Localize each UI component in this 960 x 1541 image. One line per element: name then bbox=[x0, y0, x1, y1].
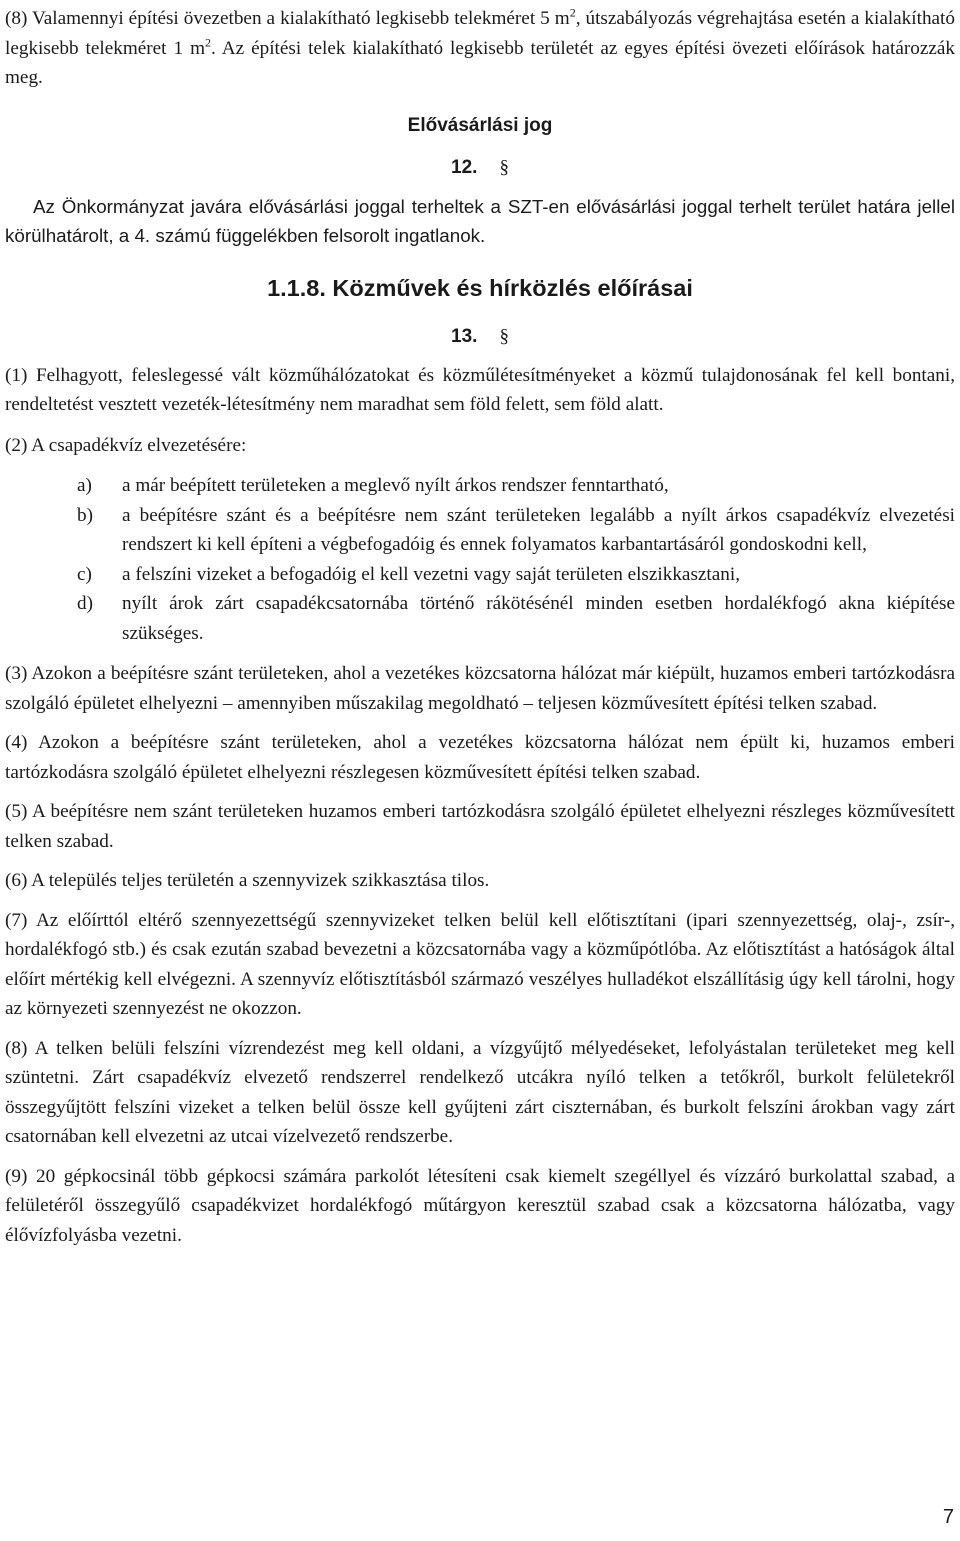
section-13-paragraph-4: (4) Azokon a beépítésre szánt területeken, ahol a vezetékes közcsatorna hálózat nem épült ki, huzamos emberi tartózkodásra szolgáló épületet elhelyezni részlegesen közművesített építési telken szabad. bbox=[5, 732, 955, 783]
list-item: b) a beépítésre szánt és a beépítésre nem szánt területeken legalább a nyílt árkos csapadékvíz elvezetési rendszert ki kell építeni a végbefogadóig és ennek folyamatos karbantartásáról gondoskodni kell, bbox=[77, 504, 955, 555]
section-number-13: 13. § bbox=[451, 326, 509, 347]
list-item: d) nyílt árok zárt csapadékcsatornába történő rákötésénél minden esetben hordalékfogó akna kiépítése szükséges. bbox=[77, 593, 955, 644]
section-13-paragraph-7: (7) Az előírttól eltérő szennyezettségű szennyvizeket telken belül kell előtisztítani (ipari szennyezettség, olaj-, zsír-, hordalékfogó stb.) és csak ezután szabad bevezetni a közcsatornába vagy a közműpótlóba. Az előtisztítást a hatóságok által előírt mértékig kell elvégezni. A szennyvíz előtisztításból származó veszélyes hulladékot elszállításig úgy kell tárolni, hogy az környezeti szennyezést ne okozzon. bbox=[5, 909, 955, 1019]
document-page bbox=[5, 4, 955, 1250]
drainage-list bbox=[5, 471, 955, 648]
section-12-body: Az Önkormányzat javára elővásárlási joggal terheltek a SZT-en elővásárlási joggal terhelt terület határa jellel körülhatárolt, a 4. számú függelékben felsorolt ingatlanok. bbox=[5, 195, 955, 246]
chapter-heading: 1.1.8. Közművek és hírközlés előírásai bbox=[267, 274, 693, 301]
section-number-12: 12. § bbox=[451, 157, 509, 178]
section-heading-elovasarlasi-jog: Elővásárlási jog bbox=[407, 114, 553, 136]
section-13-paragraph-5: (5) A beépítésre nem szánt területeken huzamos emberi tartózkodásra szolgáló épületet elhelyezni részleges közművesített telken szabad. bbox=[5, 801, 955, 852]
section-13-paragraph-6: (6) A település teljes területén a szennyvizek szikkasztása tilos. bbox=[5, 870, 490, 891]
section-13-paragraph-8: (8) A telken belüli felszíni vízrendezést meg kell oldani, a vízgyűjtő mélyedéseket, lefolyástalan területeket meg kell szüntetni. Zárt csapadékvíz elvezető rendszerrel rendelkező utcákra nyíló telken a tetőkről, burkolt felületekről összegyűjtött felszíni vizeket a telken belül össze kell gyűjteni zárt ciszternában, és burkolt felszíni árokban vagy zárt csatornában kell elvezetni az utcai vízelvezető rendszerbe. bbox=[5, 1037, 955, 1147]
section-13-paragraph-3: (3) Azokon a beépítésre szánt területeken, ahol a vezetékes közcsatorna hálózat már kiépült, huzamos emberi tartózkodásra szolgáló épületet elhelyezni – amennyiben műszakilag megoldható – teljesen közművesített építési telken szabad. bbox=[5, 663, 955, 714]
section-13-paragraph-2-intro: (2) A csapadékvíz elvezetésére: bbox=[5, 434, 247, 456]
section-13-paragraph-1: (1) Felhagyott, feleslegessé vált közműhálózatokat és közműlétesítményeket a közmű tulajdonosának fel kell bontani, rendeltetést vesztett vezeték-létesítmény nem maradhat sem föld felett, sem föld alatt. bbox=[5, 364, 955, 415]
superscript-2: 2 bbox=[569, 5, 576, 20]
superscript-2: 2 bbox=[205, 35, 211, 50]
page-number: 7 bbox=[942, 1506, 954, 1528]
list-item: a) a már beépített területeken a meglevő nyílt árkos rendszer fenntartható, bbox=[77, 475, 669, 496]
section-13-paragraph-9: (9) 20 gépkocsinál több gépkocsi számára parkolót létesíteni csak kiemelt szegéllyel és vízzáró burkolattal szabad, a felületéről összegyűlő csapadékvizet hordalékfogó műtárgyon keresztül szabad csak a közcsatorna hálózatba, vagy élővízfolyásba vezetni. bbox=[5, 1165, 955, 1246]
paragraph-8-top: (8) Valamennyi építési övezetben a kialakítható legkisebb telekméret 5 $m^2$, útszabályozás végrehajtása esetén a kialakítható legkisebb telekméret 1 $m^2$. Az építési telek kialakítható legkisebb területét az egyes építési övezeti előírások határozzák meg. bbox=[5, 5, 955, 88]
list-item: c) a felszíni vizeket a befogadóig el kell vezetni vagy saját területen elszikkasztani, bbox=[77, 563, 741, 585]
